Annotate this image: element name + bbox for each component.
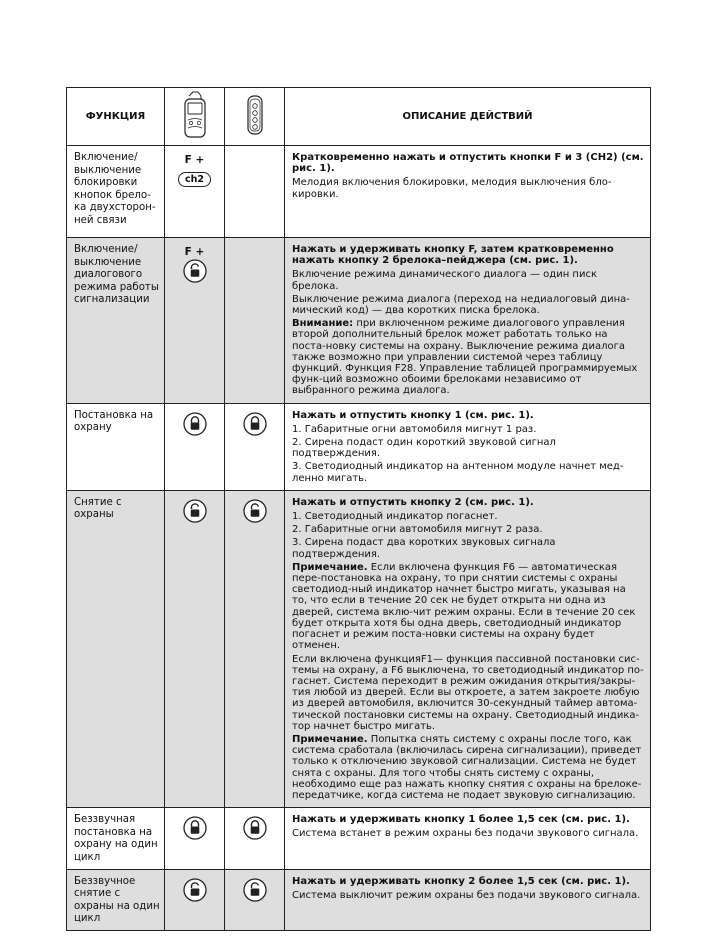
note-label: Примечание. (292, 561, 368, 573)
function-cell: Беззвучная постановка на охрану на один цикл (67, 808, 165, 869)
function-cell: Беззвучное снятие с охраны на один цикл (67, 869, 165, 930)
unlock-icon (183, 499, 207, 523)
description-text: Включение режима динамического диалога — один писк брелока. (292, 269, 597, 292)
description-text: 3. Сирена подаст два коротких звуковых сигнала подтверждения. (292, 537, 556, 560)
small-remote-button-cell (225, 238, 285, 404)
function-cell: Постановка на охрану (67, 403, 165, 490)
note-paragraph (292, 734, 644, 801)
f-plus-label: F + (184, 246, 205, 258)
pager-button-cell (165, 808, 225, 869)
table-row (67, 403, 651, 490)
header-description: ОПИСАНИЕ ДЕЙСТВИЙ (285, 88, 651, 146)
function-cell: Включение/ выключение диалогового режима работы сигнализации (67, 238, 165, 404)
small-remote-button-cell (225, 146, 285, 238)
description-text: Выключение режима диалога (переход на недиалоговый дина-мический код) — два коротких писка брелока. (292, 293, 630, 317)
header-pager-remote (165, 88, 225, 146)
function-table (66, 87, 651, 931)
small-remote-button-cell (225, 403, 285, 490)
function-cell: Включение/ выключение блокировки кнопок брело-ка двухсторон-ней связи (67, 146, 165, 238)
attention-label: Внимание: (292, 318, 354, 330)
pager-button-cell (165, 146, 225, 238)
action-lead: Кратковременно нажать и отпустить кнопки F и 3 (CH2) (см. рис. 1). (292, 152, 644, 175)
header-function: ФУНКЦИЯ (67, 88, 165, 146)
lock-icon (243, 412, 267, 436)
description-text: Система выключит режим охраны без подачи звукового сигнала. (292, 889, 641, 901)
table-row (67, 238, 651, 404)
description-cell (285, 808, 651, 869)
description-cell (285, 403, 651, 490)
ch2-button: ch2 (178, 172, 211, 187)
action-lead: Нажать и отпустить кнопку 1 (см. рис. 1). (292, 409, 534, 421)
small-remote-button-cell (225, 490, 285, 807)
pager-remote-icon (180, 90, 210, 140)
note-text: Попытка снять систему с охраны после того, как система сработала (включилась сирена сигнализации), приведет только к отключению звуковой сигнализации. Система не будет снята с охраны. Для того чтобы снять систему с охраны, необходимо еще раз нажать кнопку снятия с охраны на брелоке-передатчике, когда система не подает звуковую сигнализацию. (292, 733, 642, 801)
small-remote-icon (242, 93, 268, 137)
unlock-icon (183, 259, 207, 283)
action-lead: Нажать и удерживать кнопку 1 более 1,5 сек (см. рис. 1). (292, 814, 630, 826)
note-text: Если включена функция F6 — автоматическая пере-постановка на охрану, то при снятии системы с охраны светодиод-ный индикатор начнет быстро мигать, указывая на то, что если в течение 20 сек не будет открыта ни одна из дверей, система вклю-чит режим охраны. Если в течение 20 сек будет открыта хотя бы одна дверь, светодиодный индикатор погаснет и режим поста-новки системы на охрану будет отменен. (292, 561, 636, 652)
description-cell (285, 238, 651, 404)
attention-text: при включенном режиме диалогового управления второй дополнительный брелок может работать только на поста-новку системы на охрану. Выключение режима диалога также возможно при управлении системой через таблицу функций. Функция F28. Управление таблицей программируемых функ-ций возможно обоими брелоками независимо от выбранного режима диалога. (292, 318, 638, 397)
note-paragraph (292, 562, 644, 652)
action-lead: Нажать и удерживать кнопку F, затем кратковременно нажать кнопку 2 брелока–пейджера (см. рис. 1). (292, 244, 614, 267)
note-label: Примечание. (292, 733, 368, 745)
attention-note (292, 318, 644, 396)
pager-button-cell (165, 490, 225, 807)
action-lead: Нажать и удерживать кнопку 2 более 1,5 сек (см. рис. 1). (292, 875, 630, 887)
lock-icon (183, 412, 207, 436)
description-text: 2. Габаритные огни автомобиля мигнут 2 раза. (292, 524, 543, 536)
description-text: 1. Светодиодный индикатор погаснет. (292, 511, 498, 523)
table-header-row (67, 88, 651, 146)
description-text: Система встанет в режим охраны без подачи звукового сигнала. (292, 828, 639, 840)
small-remote-button-cell (225, 869, 285, 930)
lock-icon (183, 816, 207, 840)
description-text: 2. Сирена подаст один короткий звуковой сигнал подтверждения. (292, 437, 556, 460)
function-cell: Снятие с охраны (67, 490, 165, 807)
table-row (67, 490, 651, 807)
description-text: Если включена функцияF1— функция пассивной постановки сис-темы на охрану, а F6 выключена, то светодиодный индикатор по-гаснет. Система переходит в режим ожидания открытия/закры-тия любой из дверей. Если вы откроете, а затем закроете любую из дверей автомобиля, включится 30-секундный таймер автома-тической постановки системы на охрану. Светодиодный индика-тор начнет быстро мигать. (292, 653, 644, 732)
lock-icon (243, 816, 267, 840)
action-lead: Нажать и отпустить кнопку 2 (см. рис. 1). (292, 496, 534, 508)
unlock-icon (243, 499, 267, 523)
table-row (67, 808, 651, 869)
small-remote-button-cell (225, 808, 285, 869)
description-text: 1. Габаритные огни автомобиля мигнут 1 раз. (292, 423, 537, 435)
f-plus-label: F + (184, 154, 205, 166)
unlock-icon (243, 878, 267, 902)
table-row (67, 146, 651, 238)
pager-button-cell (165, 238, 225, 404)
description-text: 3. Светодиодный индикатор на антенном модуле начнет мед-ленно мигать. (292, 461, 624, 484)
unlock-icon (183, 878, 207, 902)
pager-button-cell (165, 403, 225, 490)
description-cell (285, 146, 651, 238)
pager-button-cell (165, 869, 225, 930)
description-text: Мелодия включения блокировки, мелодия выключения бло-кировки. (292, 177, 612, 200)
description-cell (285, 490, 651, 807)
table-row (67, 869, 651, 930)
description-cell (285, 869, 651, 930)
header-small-remote (225, 88, 285, 146)
